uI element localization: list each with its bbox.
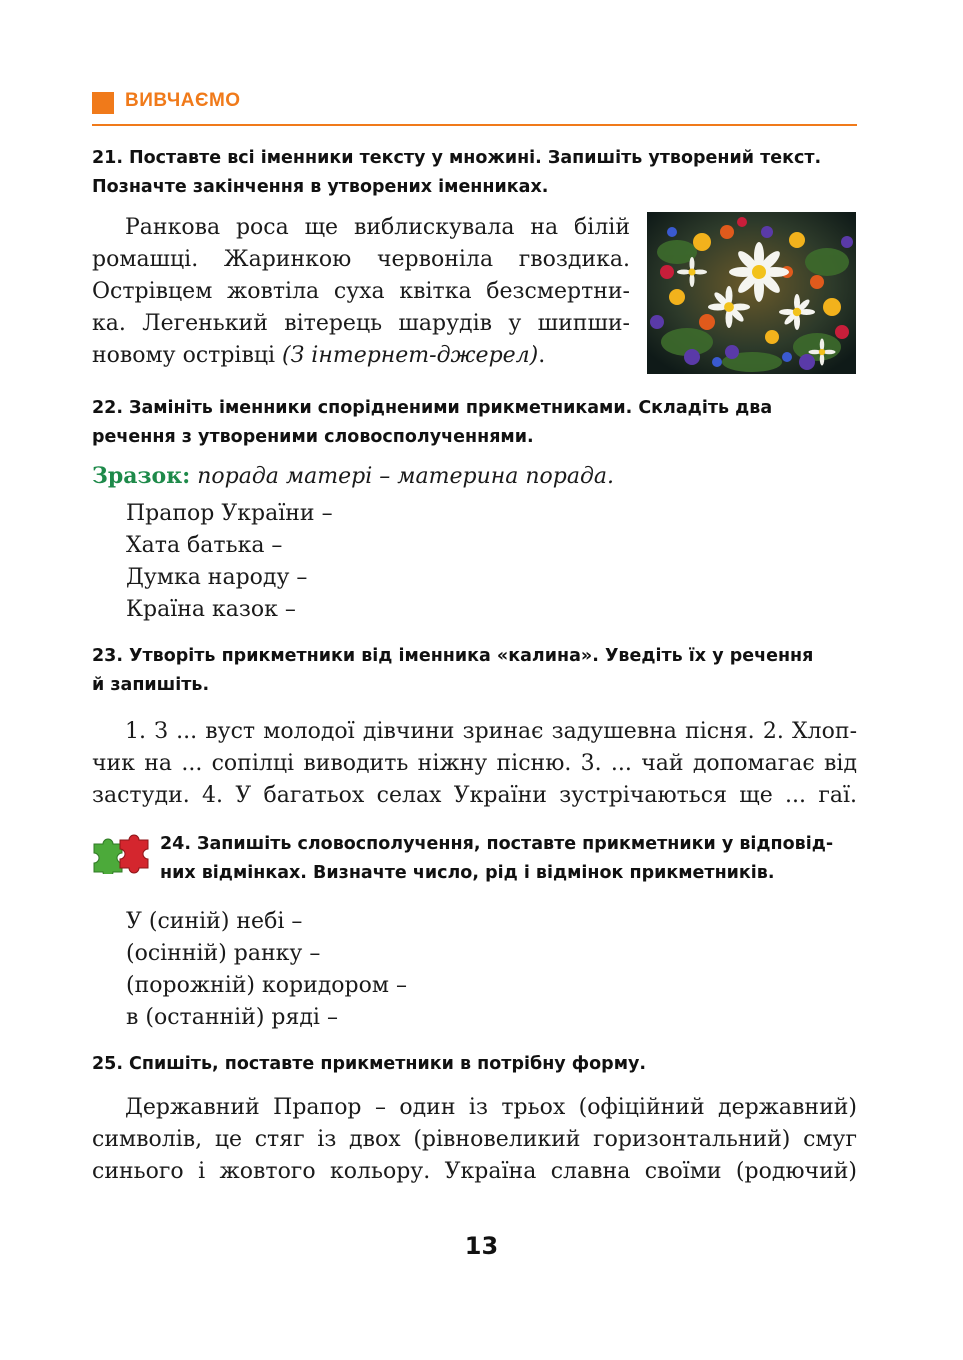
list-item: У (синій) небі – xyxy=(126,909,303,934)
task-23-text xyxy=(92,716,857,812)
list-item: в (останній) ряді – xyxy=(126,1005,338,1030)
instruction-line: Замініть іменники спорідненими прикметниками. Складіть два xyxy=(129,398,773,418)
task-25-instruction xyxy=(92,1050,857,1079)
text-line: 1. З ... вуст молодої дівчини зринає задушевна пісня. 2. Хлоп- xyxy=(125,719,857,744)
example-line xyxy=(92,460,614,493)
list-item: Хата батька – xyxy=(126,533,283,558)
section-header xyxy=(92,90,857,126)
instruction-line: речення з утвореними словосполученнями. xyxy=(92,427,534,447)
task-21-instruction xyxy=(92,144,857,202)
instruction-line: Запишіть словосполучення, поставте прикметники у відповід- xyxy=(197,834,834,854)
task-number: 25. xyxy=(92,1054,124,1074)
task-23-instruction xyxy=(92,642,857,700)
task-24-instruction xyxy=(160,830,857,888)
example-text: порада матері – материна порада. xyxy=(197,464,614,489)
flower-bouquet-image xyxy=(647,212,856,374)
task-22-list xyxy=(126,498,333,626)
text-line: ромашці. Жаринкою червоніла гвоздика. xyxy=(92,247,630,272)
text-line: ка. Легенький вітерець шарудів у шипши- xyxy=(92,311,630,336)
orange-square-icon xyxy=(92,92,114,114)
task-22-instruction xyxy=(92,394,857,452)
example-label: Зразок: xyxy=(92,463,191,489)
instruction-line: них відмінках. Визначте число, рід і відмінок прикметників. xyxy=(160,863,775,883)
list-item: Думка народу – xyxy=(126,565,308,590)
instruction-line: й запишіть. xyxy=(92,675,210,695)
section-title: ВИВЧАЄМО xyxy=(125,90,241,111)
list-item: Країна казок – xyxy=(126,597,296,622)
list-item: (порожній) коридором – xyxy=(126,973,407,998)
text-line: новому острівці (З інтернет-джерел). xyxy=(92,343,546,368)
instruction-line: Поставте всі іменники тексту у множині. Запишіть утворений текст. xyxy=(129,148,822,168)
text-line: Державний Прапор – один із трьох (офіційний державний) xyxy=(125,1095,857,1120)
task-number: 22. xyxy=(92,398,124,418)
text-line: застуди. 4. У багатьох селах України зустрічаються ще ... гаї. xyxy=(92,783,857,808)
page-number: 13 xyxy=(464,1232,499,1260)
list-item: Прапор України – xyxy=(126,501,333,526)
puzzle-icon xyxy=(92,834,152,874)
text-source: (З інтернет-джерел) xyxy=(282,343,539,368)
text-line: символів, це стяг із двох (рівновеликий горизонтальний) смуг xyxy=(92,1127,857,1152)
list-item: (осінній) ранку – xyxy=(126,941,321,966)
instruction-line: Утворіть прикметники від іменника «калина». Уведіть їх у речення xyxy=(129,646,814,666)
text-line: Ранкова роса ще виблискувала на білій xyxy=(125,215,630,240)
task-21-text xyxy=(92,212,630,372)
task-24-list xyxy=(126,906,407,1034)
instruction-line: Спишіть, поставте прикметники в потрібну форму. xyxy=(129,1054,647,1074)
task-number: 23. xyxy=(92,646,124,666)
task-25-text xyxy=(92,1092,857,1188)
instruction-line: Позначте закінчення в утворених іменниках. xyxy=(92,177,549,197)
text-line: чик на ... сопілці виводить ніжну пісню. 3. ... чай допомагає від xyxy=(92,751,857,776)
task-number: 21. xyxy=(92,148,124,168)
text-line: синього і жовтого кольору. Україна славна своїми (родючий) xyxy=(92,1159,857,1184)
task-number: 24. xyxy=(160,834,192,854)
text-line: Острівцем жовтіла суха квітка безсмертни- xyxy=(92,279,630,304)
